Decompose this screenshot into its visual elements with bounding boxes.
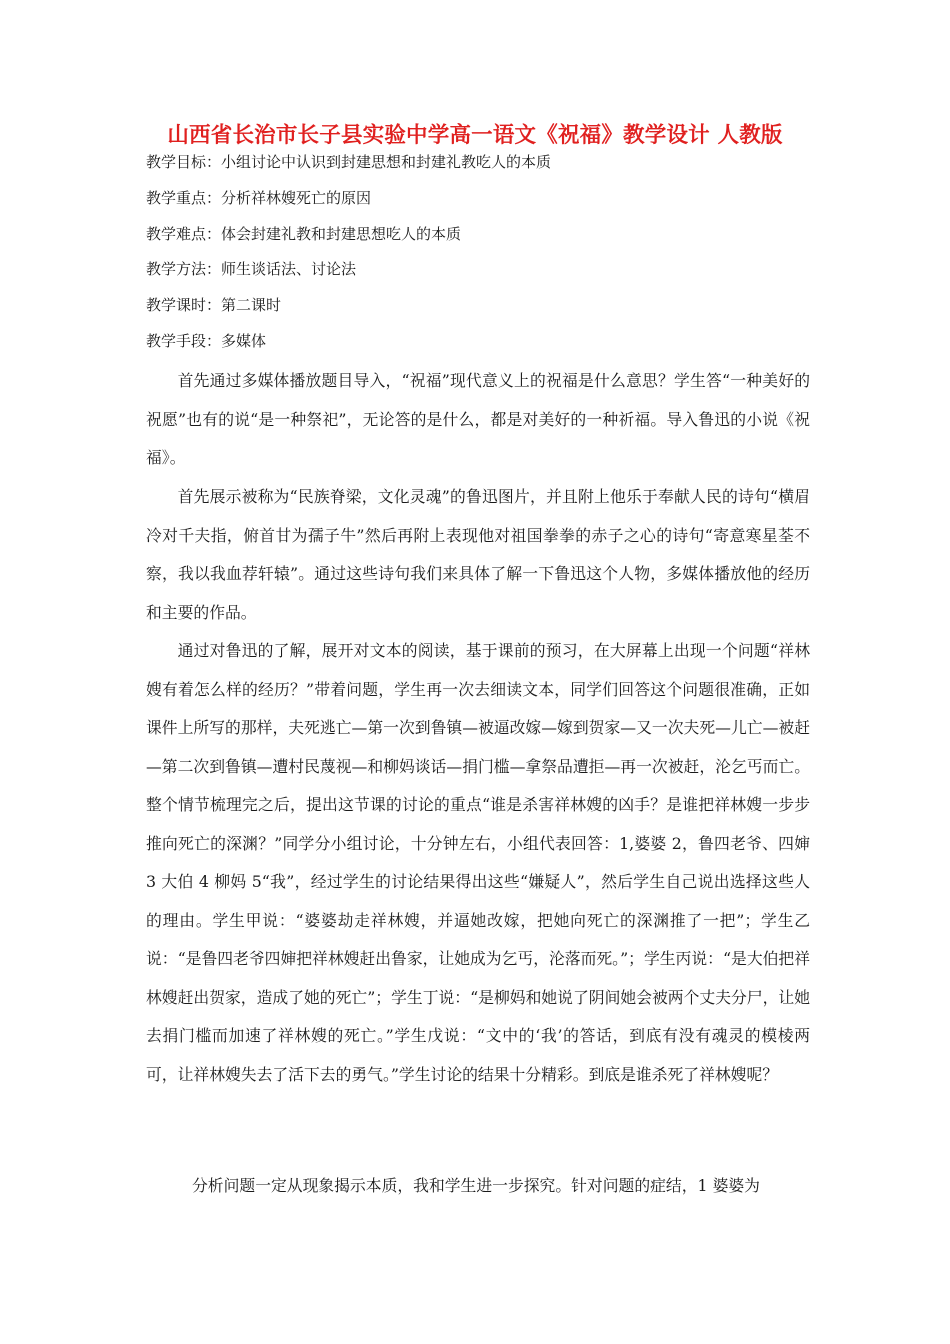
paragraph-intro: 首先通过多媒体播放题目导入，“祝福”现代意义上的祝福是什么意思？学生答“一种美好的祝愿”也有的说“是一种祭祀”，无论答的是什么，都是对美好的一种祈福。导入鲁迅的小说《祝福》。 xyxy=(146,371,810,467)
paragraph-luxun: 首先展示被称为“民族脊梁，文化灵魂”的鲁迅图片，并且附上他乐于奉献人民的诗句“横眉冷对千夫指，俯首甘为孺子牛”然后再附上表现他对祖国拳拳的赤子之心的诗句“寄意寒星荃不察，我以我血荐轩辕”。通过这些诗句我们来具体了解一下鲁迅这个人物，多媒体播放他的经历和主要的作品。 xyxy=(146,487,810,622)
teaching-period: 教学课时：第二课时 xyxy=(146,296,282,314)
document-title: 山西省长治市长子县实验中学高一语文《祝福》教学设计 人教版 xyxy=(167,123,783,148)
teaching-goal: 教学目标：小组讨论中认识到封建思想和封建礼教吃人的本质 xyxy=(146,153,552,171)
teaching-method: 教学方法：师生谈话法、讨论法 xyxy=(146,260,357,278)
teaching-means: 教学手段：多媒体 xyxy=(146,332,267,350)
teaching-difficulty: 教学难点：体会封建礼教和封建思想吃人的本质 xyxy=(146,225,462,243)
paragraph-analysis: 分析问题一定从现象揭示本质，我和学生进一步探究。针对问题的症结，1 婆婆为 xyxy=(192,1176,760,1195)
paragraph-discussion: 通过对鲁迅的了解，展开对文本的阅读，基于课前的预习，在大屏幕上出现一个问题“祥林嫂有着怎么样的经历？”带着问题，学生再一次去细读文本，同学们回答这个问题很准确，正如课件上所写的那样，夫死逃亡—第一次到鲁镇—被逼改嫁—嫁到贺家—又一次夫死—儿亡—被赶—第二次到鲁镇—遭村民蔑视—和柳妈谈话—捐门槛—拿祭品遭拒—再一次被赶，沦乞丐而亡。整个情节梳理完之后，提出这节课的讨论的重点“谁是杀害祥林嫂的凶手？是谁把祥林嫂一步步推向死亡的深渊？”同学分小组讨论，十分钟左右，小组代表回答：1,婆婆 2，鲁四老爷、四婶 3 大伯 4 柳妈 5“我”，经过学生的讨论结果得出这些“嫌疑人”，然后学生自己说出选择这些人的理由。学生甲说：“婆婆劫走祥林嫂，并逼她改嫁，把她向死亡的深渊推了一把”；学生乙说：“是鲁四老爷四婶把祥林嫂赶出鲁家，让她成为乞丐，沦落而死。”；学生丙说：“是大伯把祥林嫂赶出贺家，造成了她的死亡”；学生丁说：“是柳妈和她说了阴间她会被两个丈夫分尸，让她去捐门槛而加速了祥林嫂的死亡。”学生戊说：“文中的‘我’的答话，到底有没有魂灵的模棱两可，让祥林嫂失去了活下去的勇气。”学生讨论的结果十分精彩。到底是谁杀死了祥林嫂呢？ xyxy=(146,641,811,1084)
teaching-focus: 教学重点：分析祥林嫂死亡的原因 xyxy=(146,189,372,207)
